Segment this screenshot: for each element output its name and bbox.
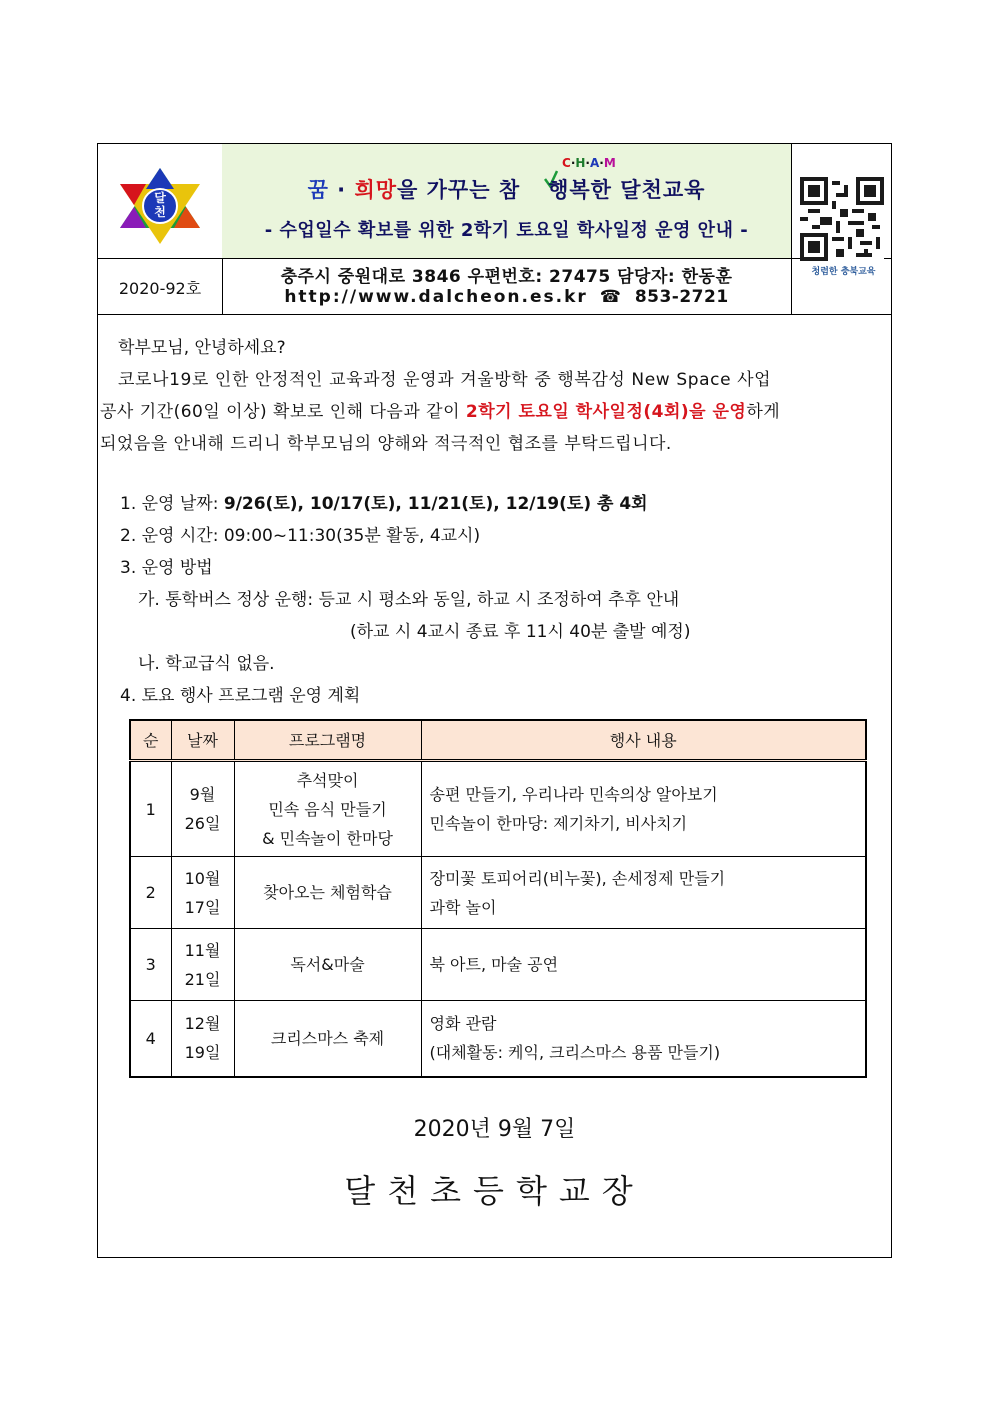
phone-number: 853-2721 (634, 287, 729, 307)
qr-code-icon (798, 177, 886, 261)
header-bottom-border (98, 314, 891, 315)
item-lunch: 나. 학교급식 없음. (138, 654, 275, 674)
row-program: 독서&마술 (234, 929, 421, 1001)
table-row (130, 857, 866, 929)
document-subtitle: - 수업일수 확보를 위한 2학기 토요일 학사일정 운영 안내 - (264, 220, 749, 241)
row-date: 10월 17일 (171, 857, 234, 929)
document-frame (97, 143, 892, 1258)
item-bus-note: (하교 시 4교시 종료 후 11시 40분 출발 예정) (350, 622, 691, 642)
row-no: 2 (130, 857, 171, 929)
school-website[interactable]: http://www.dalcheon.es.kr (284, 287, 588, 307)
slogan-banner (222, 144, 791, 258)
document-number: 2020-92호 (118, 278, 202, 298)
header-no: 순 (130, 720, 171, 761)
header-right-divider (791, 144, 792, 314)
row-no: 3 (130, 929, 171, 1001)
row-content: 영화 관람 (대체활동: 케익, 크리스마스 용품 만들기) (421, 1001, 866, 1077)
row-content: 장미꽃 토피어리(비누꽃), 손세정제 만들기 과학 놀이 (421, 857, 866, 929)
table-row (130, 1001, 866, 1077)
row-program: 찾아오는 체험학습 (234, 857, 421, 929)
row-content: 송편 만들기, 우리나라 민속의상 알아보기 민속놀이 한마당: 제기차기, 비사치기 (421, 761, 866, 857)
program-table (129, 719, 867, 1078)
paragraph-line-3: 되었음을 안내해 드리니 학부모님의 양해와 적극적인 협조를 부탁드립니다. (100, 434, 672, 454)
paragraph-line-2: 공사 기간(60일 이상) 확보로 인해 다음과 같이 2학기 토요일 학사일정(4회)을 운영하게 (100, 402, 781, 422)
item-program-plan: 4. 토요 행사 프로그램 운영 계획 (120, 686, 361, 706)
contact-line (222, 287, 791, 307)
item-bus: 가. 통학버스 정상 운행: 등교 시 평소와 동일, 하교 시 조정하여 추후 안내 (138, 590, 680, 610)
issue-date: 2020년 9월 7일 (413, 1117, 576, 1142)
item-operation-time: 2. 운영 시간: 09:00~11:30(35분 활동, 4교시) (120, 526, 481, 546)
row-date: 12월 19일 (171, 1001, 234, 1077)
row-content: 북 아트, 마술 공연 (421, 929, 866, 1001)
row-program: 크리스마스 축제 (234, 1001, 421, 1077)
paragraph-line-1: 코로나19로 인한 안정적인 교육과정 운영과 겨울방학 중 행복감성 New Space 사업 (118, 370, 772, 390)
item-operation-date: 1. 운영 날짜: 9/26(토), 10/17(토), 11/21(토), 12/19(토) 총 4회 (120, 494, 648, 514)
header-content: 행사 내용 (421, 720, 866, 761)
logo-text: 달천 (154, 191, 166, 219)
item-operation-method: 3. 운영 방법 (120, 558, 213, 578)
greeting: 학부모님, 안녕하세요? (118, 338, 286, 358)
principal-signature: 달천초등학교장 (344, 1172, 645, 1210)
school-logo (116, 166, 204, 246)
row-program: 추석맞이 민속 음식 만들기 & 민속놀이 한마당 (234, 761, 421, 857)
table-header-row (130, 720, 866, 761)
phone-icon: ☎ (599, 287, 623, 307)
header-date: 날짜 (171, 720, 234, 761)
table-row (130, 929, 866, 1001)
header-divider (98, 258, 891, 259)
school-address: 충주시 중원대로 3846 우편번호: 27475 담당자: 한동훈 (280, 267, 733, 287)
table-row (130, 761, 866, 857)
row-no: 1 (130, 761, 171, 857)
row-no: 4 (130, 1001, 171, 1077)
cham-label: C·H·A·M (562, 156, 616, 170)
qr-caption: 청렴한 충북교육 (811, 267, 876, 277)
row-date: 9월 26일 (171, 761, 234, 857)
header-program: 프로그램명 (234, 720, 421, 761)
slogan: 꿈 · 희망을 가꾸는 참 행복한 달천교육 (307, 178, 706, 202)
row-date: 11월 21일 (171, 929, 234, 1001)
